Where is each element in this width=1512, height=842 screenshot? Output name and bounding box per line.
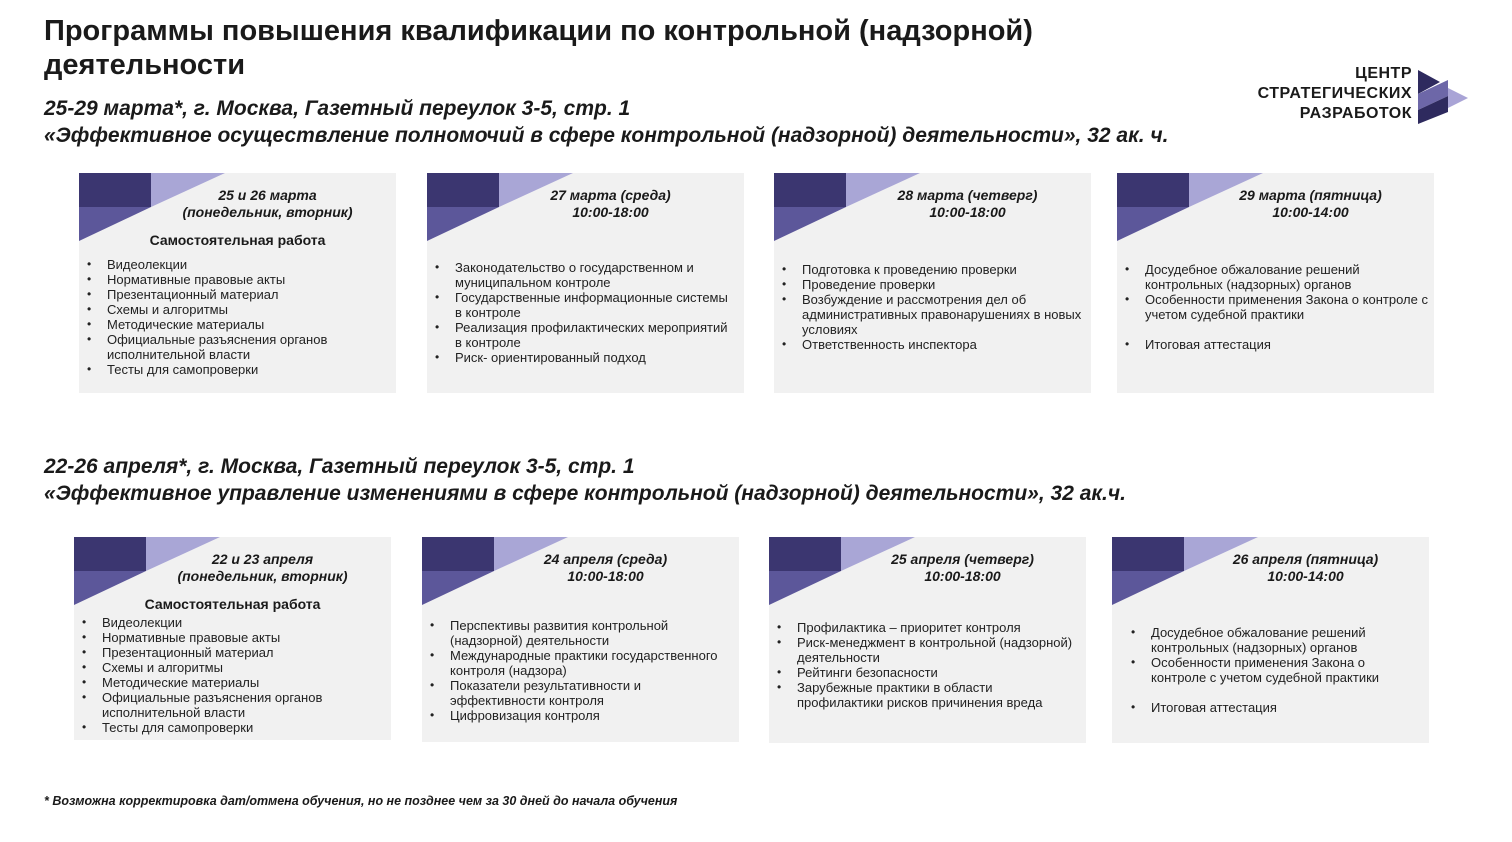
list-item: • Проведение проверки xyxy=(802,277,1085,292)
logo-line: ЦЕНТР xyxy=(1355,65,1412,82)
card-date xyxy=(854,187,1081,221)
list-item: • Ответственность инспектора xyxy=(802,337,1085,352)
section-program-title: «Эффективное осуществление полномочий в сфере контрольной (надзорной) деятельности», 32 ак. ч. xyxy=(44,124,1169,147)
card-topic-list xyxy=(777,620,1080,710)
schedule-card xyxy=(79,173,396,393)
list-item: • Официальные разъяснения органов исполнительной власти xyxy=(107,332,390,362)
list-item: • Риск-менеджмент в контрольной (надзорной) деятельности xyxy=(797,635,1080,665)
card-date-line: 24 апреля (среда) xyxy=(543,551,668,567)
list-item: • Показатели результативности и эффективности контроля xyxy=(450,678,733,708)
card-date xyxy=(149,187,386,221)
card-date-line: 10:00-18:00 xyxy=(567,568,644,584)
card-date-line: (понедельник, вторник) xyxy=(182,204,353,220)
section-program-title: «Эффективное управление изменениями в сфере контрольной (надзорной) деятельности», 32 ак.ч. xyxy=(44,482,1126,505)
card-date-line: 10:00-18:00 xyxy=(572,204,649,220)
list-item: • Реализация профилактических мероприятий в контроле xyxy=(455,320,738,350)
card-date xyxy=(487,187,734,221)
card-topic-list xyxy=(82,615,385,735)
schedule-card xyxy=(427,173,744,393)
list-item: • Возбуждение и рассмотрения дел об административных правонарушениях в новых условиях xyxy=(802,292,1085,337)
footnote: * Возможна корректировка дат/отмена обучения, но не позднее чем за 30 дней до начала обучения xyxy=(44,794,678,808)
list-item: • Подготовка к проведению проверки xyxy=(802,262,1085,277)
section-1-header xyxy=(44,95,1464,149)
card-date-line: 10:00-18:00 xyxy=(929,204,1006,220)
card-date-line: 25 и 26 марта xyxy=(218,187,317,203)
card-date-line: 25 апреля (четверг) xyxy=(891,551,1034,567)
section-date-location: 25-29 марта*, г. Москва, Газетный переулок 3-5, стр. 1 xyxy=(44,97,631,120)
list-item: • Схемы и алгоритмы xyxy=(102,660,385,675)
list-item: • Методические материалы xyxy=(107,317,390,332)
card-date-line: 27 марта (среда) xyxy=(550,187,671,203)
list-item: • Досудебное обжалование решений контрольных (надзорных) органов xyxy=(1151,625,1423,655)
card-date-line: 29 марта (пятница) xyxy=(1239,187,1382,203)
list-item: • Государственные информационные системы в контроле xyxy=(455,290,738,320)
list-item: • Международные практики государственного контроля (надзора) xyxy=(450,648,733,678)
card-topic-list xyxy=(1125,262,1428,352)
schedule-card xyxy=(769,537,1086,743)
card-date xyxy=(849,551,1076,585)
card-subtitle: Самостоятельная работа xyxy=(149,232,326,248)
list-item: • Презентационный материал xyxy=(107,287,390,302)
list-item: • Видеолекции xyxy=(102,615,385,630)
section-date-location: 22-26 апреля*, г. Москва, Газетный переулок 3-5, стр. 1 xyxy=(44,455,635,478)
card-date-line: 10:00-18:00 xyxy=(924,568,1001,584)
list-item: • Досудебное обжалование решений контрольных (надзорных) органов xyxy=(1145,262,1428,292)
card-date-line: 22 и 23 апреля xyxy=(211,551,314,567)
card-topic-list xyxy=(1131,625,1423,715)
card-date xyxy=(1197,187,1424,221)
logo-line: СТРАТЕГИЧЕСКИХ xyxy=(1257,85,1412,102)
card-topic-list xyxy=(782,262,1085,352)
list-item: • Итоговая аттестация xyxy=(1145,337,1428,352)
list-item: • Схемы и алгоритмы xyxy=(107,302,390,317)
card-date-line: 10:00-14:00 xyxy=(1272,204,1349,220)
list-item: • Зарубежные практики в области профилактики рисков причинения вреда xyxy=(797,680,1080,710)
card-topic-list xyxy=(87,257,390,377)
list-item: • Нормативные правовые акты xyxy=(102,630,385,645)
list-item: • Итоговая аттестация xyxy=(1151,700,1423,715)
schedule-card xyxy=(1112,537,1429,743)
list-item: • Нормативные правовые акты xyxy=(107,272,390,287)
card-subtitle: Самостоятельная работа xyxy=(144,596,321,612)
section-2-header xyxy=(44,453,1464,507)
schedule-card xyxy=(1117,173,1434,393)
card-date-line: 26 апреля (пятница) xyxy=(1232,551,1379,567)
list-item: • Презентационный материал xyxy=(102,645,385,660)
list-item: • Перспективы развития контрольной (надзорной) деятельности xyxy=(450,618,733,648)
card-topic-list xyxy=(435,260,738,365)
card-date-line: (понедельник, вторник) xyxy=(177,568,348,584)
schedule-card xyxy=(774,173,1091,393)
card-date-line: 10:00-14:00 xyxy=(1267,568,1344,584)
list-item: • Видеолекции xyxy=(107,257,390,272)
card-date-line: 28 марта (четверг) xyxy=(897,187,1038,203)
schedule-card xyxy=(74,537,391,740)
list-item: • Тесты для самопроверки xyxy=(102,720,385,735)
list-item: • Особенности применения Закона о контроле с учетом судебной практики xyxy=(1151,655,1423,685)
card-date xyxy=(482,551,729,585)
list-item: • Рейтинги безопасности xyxy=(797,665,1080,680)
list-item: • Риск- ориентированный подход xyxy=(455,350,738,365)
list-item: • Профилактика – приоритет контроля xyxy=(797,620,1080,635)
list-item: • Официальные разъяснения органов исполнительной власти xyxy=(102,690,385,720)
card-date xyxy=(144,551,381,585)
list-item: • Цифровизация контроля xyxy=(450,708,733,723)
page-title: Программы повышения квалификации по контрольной (надзорной) деятельности xyxy=(44,15,1033,81)
card-topic-list xyxy=(430,618,733,723)
list-item: • Законодательство о государственном и муниципальном контроле xyxy=(455,260,738,290)
card-date xyxy=(1192,551,1419,585)
list-item: • Методические материалы xyxy=(102,675,385,690)
logo-line: РАЗРАБОТОК xyxy=(1299,105,1412,122)
list-item: • Тесты для самопроверки xyxy=(107,362,390,377)
list-item: • Особенности применения Закона о контроле с учетом судебной практики xyxy=(1145,292,1428,322)
schedule-card xyxy=(422,537,739,742)
